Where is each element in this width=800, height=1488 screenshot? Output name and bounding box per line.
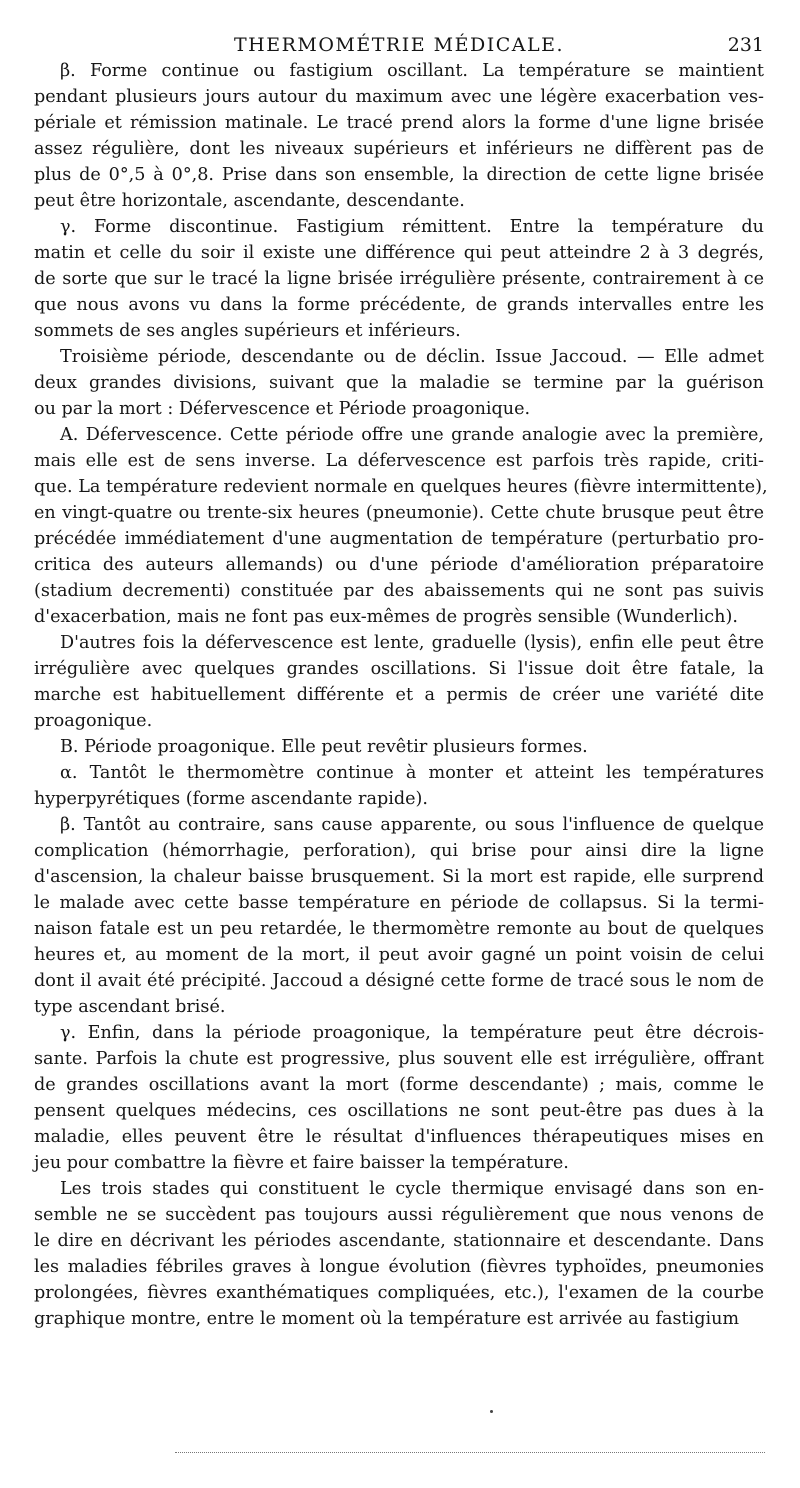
text-line: deux grandes divisions, suivant que la maladie se termine par la guérison: [34, 373, 764, 393]
running-header: [34, 30, 764, 58]
text-line: les maladies fébriles graves à longue évolution (fièvres typhoïdes, pneumonies: [34, 1257, 764, 1277]
text-line: que nous avons vu dans la forme précédente, de grands intervalles entre les: [34, 295, 764, 315]
text-line: pensent quelques médecins, ces oscillations ne sont peut-être pas dues à la: [34, 1101, 764, 1121]
text-line: proagonique.: [34, 711, 153, 731]
text-line: ou par la mort : Défervescence et Période proagonique.: [34, 399, 531, 419]
text-line: matin et celle du soir il existe une différence qui peut atteindre 2 à 3 degrés,: [34, 243, 764, 263]
paragraph: [34, 1176, 764, 1332]
text-line: γ. Enfin, dans la période proagonique, la température peut être décrois-: [60, 1023, 764, 1043]
text-line: Les trois stades qui constituent le cycle thermique envisagé dans son en-: [60, 1179, 764, 1199]
text-line: critica des auteurs allemands) ou d'une période d'amélioration préparatoire: [34, 555, 764, 575]
paragraph: [34, 630, 764, 734]
text-line: de grandes oscillations avant la mort (forme descendante) ; mais, comme le: [34, 1075, 764, 1095]
paragraph: [34, 344, 764, 422]
text-line: périale et rémission matinale. Le tracé prend alors la forme d'une ligne brisée: [34, 113, 764, 133]
text-line: de sorte que sur le tracé la ligne brisée irrégulière présente, contrairement à ce: [34, 269, 764, 289]
book-page: [34, 30, 768, 1332]
text-line: d'exacerbation, mais ne font pas eux-mêmes de progrès sensible (Wunderlich).: [34, 607, 738, 627]
paragraph: [34, 812, 764, 1020]
text-line: γ. Forme discontinue. Fastigium rémittent. Entre la température du: [60, 217, 764, 237]
text-line: hyperpyrétiques (forme ascendante rapide).: [34, 789, 428, 809]
text-line: B. Période proagonique. Elle peut revêtir plusieurs formes.: [60, 737, 588, 757]
text-line: précédée immédiatement d'une augmentation de température (perturbatio pro-: [34, 529, 764, 549]
text-line: graphique montre, entre le moment où la température est arrivée au fastigium: [34, 1309, 740, 1329]
text-line: le dire en décrivant les périodes ascendante, stationnaire et descendante. Dans: [34, 1231, 764, 1251]
text-line: sante. Parfois la chute est progressive, plus souvent elle est irrégulière, offrant: [34, 1049, 764, 1069]
text-line: d'ascension, la chaleur baisse brusquement. Si la mort est rapide, elle surprend: [34, 867, 764, 887]
paragraph: [34, 734, 764, 760]
text-line: (stadium decrementi) constituée par des abaissements qui ne sont pas suivis: [34, 581, 764, 601]
text-line: type ascendant brisé.: [34, 997, 226, 1017]
text-line: jeu pour combattre la fièvre et faire baisser la température.: [34, 1153, 569, 1173]
text-line: α. Tantôt le thermomètre continue à monter et atteint les températures: [60, 763, 764, 783]
text-line: irrégulière avec quelques grandes oscillations. Si l'issue doit être fatale, la: [34, 659, 764, 679]
text-line: D'autres fois la défervescence est lente, graduelle (lysis), enfin elle peut être: [60, 633, 764, 653]
text-line: le malade avec cette basse température en période de collapsus. Si la termi-: [34, 893, 764, 913]
text-line: Troisième période, descendante ou de déclin. Issue Jaccoud. — Elle admet: [60, 347, 764, 367]
text-line: en vingt-quatre ou trente-six heures (pneumonie). Cette chute brusque peut être: [34, 503, 764, 523]
text-line: heures et, au moment de la mort, il peut avoir gagné un point voisin de celui: [34, 945, 764, 965]
text-line: assez régulière, dont les niveaux supérieurs et inférieurs ne diffèrent pas de: [34, 139, 764, 159]
text-line: que. La température redevient normale en quelques heures (fièvre intermittente),: [34, 477, 768, 497]
text-line: pendant plusieurs jours autour du maximum avec une légère exacerbation ves-: [34, 87, 764, 107]
page-number: 231: [727, 34, 764, 56]
text-line: β. Tantôt au contraire, sans cause apparente, ou sous l'influence de quelque: [60, 815, 764, 835]
text-line: prolongées, fièvres exanthématiques compliquées, etc.), l'examen de la courbe: [34, 1283, 764, 1303]
text-line: β. Forme continue ou fastigium oscillant. La température se maintient: [60, 61, 764, 81]
text-line: sommets de ses angles supérieurs et inférieurs.: [34, 321, 461, 341]
paragraph: [34, 1020, 764, 1176]
text-line: A. Défervescence. Cette période offre une grande analogie avec la première,: [60, 425, 764, 445]
text-line: marche est habituellement différente et a permis de créer une variété dite: [34, 685, 764, 705]
paragraph: [34, 214, 764, 344]
print-speck: [490, 1410, 493, 1413]
paragraph: [34, 422, 768, 630]
text-line: plus de 0°,5 à 0°,8. Prise dans son ensemble, la direction de cette ligne brisée: [34, 165, 764, 185]
text-line: maladie, elles peuvent être le résultat d'influences thérapeutiques mises en: [34, 1127, 764, 1147]
body-text: [34, 58, 768, 1332]
text-line: naison fatale est un peu retardée, le thermomètre remonte au bout de quelques: [34, 919, 764, 939]
text-line: dont il avait été précipité. Jaccoud a désigné cette forme de tracé sous le nom de: [34, 971, 764, 991]
paragraph: [34, 58, 764, 214]
text-line: complication (hémorrhagie, perforation), qui brise pour ainsi dire la ligne: [34, 841, 764, 861]
running-title: THERMOMÉTRIE MÉDICALE.: [233, 34, 564, 56]
text-line: peut être horizontale, ascendante, descendante.: [34, 191, 465, 211]
paragraph: [34, 760, 764, 812]
text-line: mais elle est de sens inverse. La défervescence est parfois très rapide, criti-: [34, 451, 764, 471]
text-line: semble ne se succèdent pas toujours aussi régulièrement que nous venons de: [34, 1205, 764, 1225]
bottom-rule: [175, 1452, 765, 1453]
